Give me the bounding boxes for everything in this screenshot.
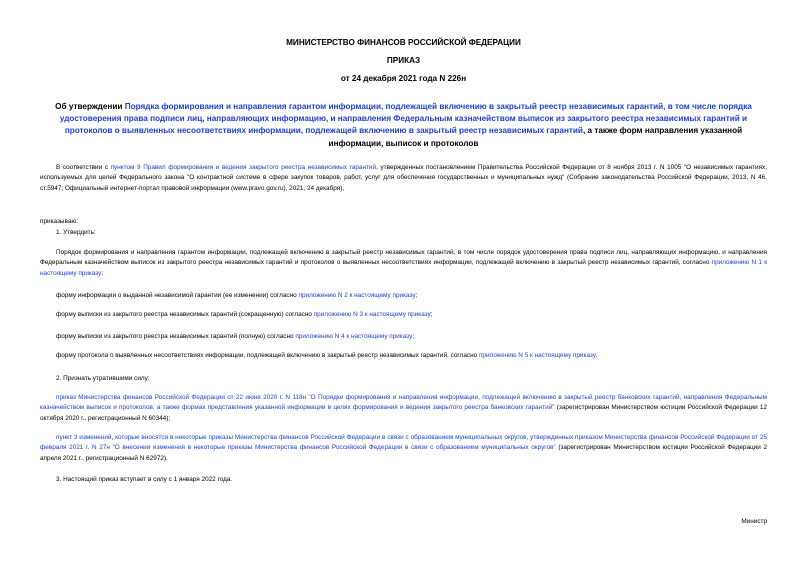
- item1-label: 1. Утвердить:: [56, 229, 96, 236]
- preamble-text-3: (Собрание законодательства Российской Федерации, 2013, N 46, ст.5947; Официальный интернет-портал правовой информации (www.pravo.gov.ru), 2021, 24 декабря),: [40, 174, 767, 192]
- appendix-4-link[interactable]: приложению N 4 к настоящему приказу: [295, 333, 413, 340]
- doc-type-heading: ПРИКАЗ: [386, 56, 421, 65]
- point-3-link[interactable]: пункт 3 изменений, которые вносятся в некоторые приказы Министерства финансов Российской Федерации в связи с образованием муниципальных округов, утвержденных приказом Министерства финансов Российской Федерации от 25 февраля 2021 г. N 27н "О внесении изменения в некоторые приказы Министерства финансов Российской Федерации в связи с образованием муниципальных округов": [40, 434, 767, 452]
- item1-form-3: форму выписки из закрытого реестра независимых гарантий (сокращенную) согласно приложению N 3 к настоящему приказу;: [56, 311, 433, 318]
- orders-word: приказываю:: [40, 218, 78, 225]
- preamble-paragraph: [40, 163, 767, 194]
- title-link[interactable]: Порядка формирования и направления гарантом информации, подлежащей включению в закрытый реестр независимых гарантий, в том числе порядка удостоверения права подписи лиц, направляющих информацию, и направления Федеральным казначейством выписок из закрытого реестра независимых гарантий и протоколов о выявленных несоответствиях информации, подлежащей включению в закрытый реестр независимых гарантий: [59, 102, 752, 136]
- signature-title: Министр: [741, 518, 767, 525]
- appendix-2-link[interactable]: приложению N 2 к настоящему приказу: [298, 292, 416, 299]
- order-118n-link[interactable]: приказ Министерства финансов Российской Федерации от 22 июня 2020 г. N 118н "О Порядке формирования и направления информации, подлежащей включению в закрытый реестр банковских гарантий, направления Федеральным казначейством выписок и протоколов, а также формах представления указанной информации в целях формирования и ведения закрытого реестра банковских гарантий": [40, 394, 767, 412]
- preamble-text-2: , утвержденных постановлением Правительства Российской Федерации от 8 ноября 2013 г. N 1005 "О независимых гарантиях, используемых для целей Федерального закона "О контрактной системе в сфере закупок товаров, работ, услуг для обеспечения государственных и муниципальных нужд": [40, 164, 768, 182]
- preamble-link-rules[interactable]: пунктом 9 Правил формирования и ведения закрытого реестра независимых гарантий: [110, 164, 377, 171]
- item2-point-3: [40, 433, 767, 464]
- title-suffix: , а также форм направления указанной информации, выписок и протоколов: [328, 126, 743, 148]
- item1-p1-text: Порядок формирования и направления гарантом информации, подлежащей включению в закрытый реестр независимых гарантий, в том числе порядок удостоверения права подписи лиц, направляющих информацию, и направления Федеральным казначейством выписок из закрытого реестра независимых гарантий и протоколов о выявленных несоответствиях информации, подлежащей включению в закрытый реестр независимых гарантий, согласно: [40, 249, 767, 267]
- ministry-heading: МИНИСТЕРСТВО ФИНАНСОВ РОССИЙСКОЙ ФЕДЕРАЦИИ: [286, 38, 521, 47]
- order-title: [40, 101, 767, 150]
- item1-procedure-paragraph: Порядок формирования и направления гарантом информации, подлежащей включению в закрытый реестр независимых гарантий, в том числе порядок удостоверения права подписи лиц, направляющих информацию, и направления Федеральным казначейством выписок из закрытого реестра независимых гарантий и протоколов о выявленных несоответствиях информации, подлежащей включению в закрытый реестр независимых гарантий, согласно приложению N 1 к настоящему приказу;: [40, 249, 767, 277]
- item1-p5-text: форму протокола о выявленных несоответствиях информации, подлежащей включению в закрытый реестр независимых гарантий, согласно: [56, 352, 479, 359]
- item3-paragraph: 3. Настоящий приказ вступает в силу с 1 января 2022 года.: [56, 476, 233, 483]
- title-prefix: Об утверждении: [55, 102, 125, 111]
- item1-form-4: форму выписки из закрытого реестра независимых гарантий (полную) согласно приложению N 4 к настоящему приказу;: [56, 333, 415, 340]
- item1-p4-text: форму выписки из закрытого реестра независимых гарантий (полную) согласно: [56, 333, 296, 340]
- item1-form-2: форму информации о выданной независимой гарантии (ее изменении) согласно приложению N 2 к настоящему приказу;: [56, 292, 418, 299]
- preamble-text-1: В соответствии с: [56, 164, 111, 171]
- item2-label: 2. Признать утратившими силу:: [56, 375, 150, 382]
- appendix-5-link[interactable]: приложению N 5 к настоящему приказу: [478, 352, 596, 359]
- item2-b-text: (зарегистрирован Министерством юстиции Российской Федерации 2 апреля 2021 г., регистрационный N 62972).: [40, 444, 767, 462]
- date-number-heading: от 24 декабря 2021 года N 226н: [340, 74, 467, 83]
- item1-p2-text: форму информации о выданной независимой гарантии (ее изменении) согласно: [56, 292, 299, 299]
- item2-order-118n: [40, 393, 767, 424]
- item1-form-5: форму протокола о выявленных несоответствиях информации, подлежащей включению в закрытый реестр независимых гарантий, согласно приложению N 5 к настоящему приказу.: [56, 352, 598, 359]
- item1-p3-text: форму выписки из закрытого реестра независимых гарантий (сокращенную) согласно: [56, 311, 314, 318]
- appendix-3-link[interactable]: приложению N 3 к настоящему приказу: [313, 311, 431, 318]
- item2-a-text: (зарегистрирован Министерством юстиции Российской Федерации 12 октября 2020 г., регистрационный N 60344);: [40, 404, 767, 422]
- appendix-1-link[interactable]: приложению N 1 к настоящему приказу: [40, 259, 767, 277]
